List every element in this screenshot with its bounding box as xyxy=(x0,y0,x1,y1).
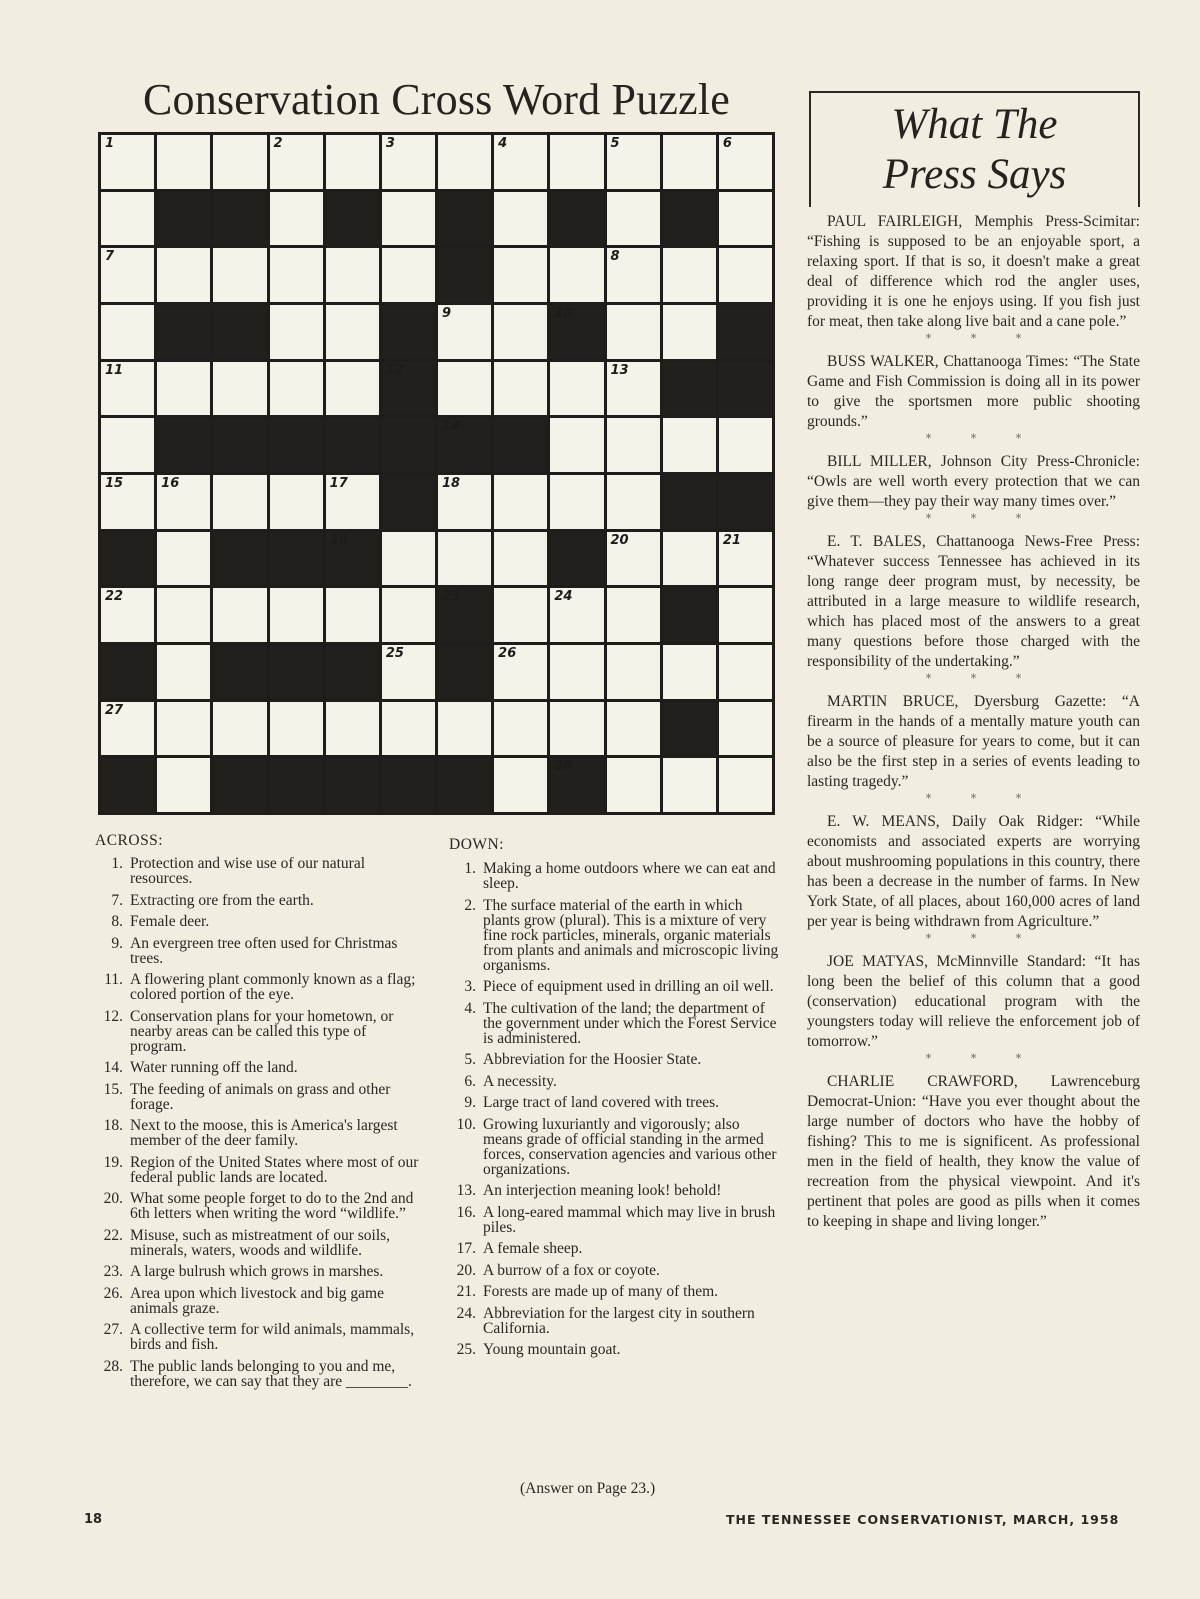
across-clue xyxy=(93,1060,423,1075)
grid-cell[interactable] xyxy=(494,588,547,642)
grid-cell-black xyxy=(550,532,603,586)
grid-cell-black xyxy=(438,248,491,302)
grid-cell[interactable] xyxy=(607,475,660,529)
clue-text: Young mountain goat. xyxy=(483,1341,621,1358)
answer-note: (Answer on Page 23.) xyxy=(520,1480,656,1497)
across-clue-list xyxy=(93,856,423,1395)
grid-cell-black xyxy=(663,475,716,529)
grid-cell[interactable] xyxy=(157,475,210,529)
across-clue xyxy=(93,1264,423,1279)
quote-separator: * * * xyxy=(925,432,1040,445)
down-clue xyxy=(446,1241,781,1256)
clue-text: Forests are made up of many of them. xyxy=(483,1283,719,1300)
grid-cell-black xyxy=(663,588,716,642)
clue-number: 1. xyxy=(464,860,476,877)
grid-cell[interactable] xyxy=(607,758,660,812)
press-quotes xyxy=(807,212,1140,1232)
down-clue xyxy=(446,861,781,891)
grid-cell-number: 15 xyxy=(105,476,124,491)
grid-cell-black xyxy=(550,192,603,246)
grid-cell-black xyxy=(438,588,491,642)
press-quote: CHARLIE CRAWFORD, Lawrenceburg Democrat-Union: “Have you ever thought about the large number of doctors who have the hobby of fishing? This to me is significent. As professional men in the field of health, they know the value of recreation from the physical viewpoint. And it's pertinent that poles are good as pills when it comes to keeping in shape and living longer.” xyxy=(807,1073,1140,1230)
clue-text: Extracting ore from the earth. xyxy=(130,891,314,909)
grid-cell[interactable] xyxy=(607,248,660,302)
grid-cell-black xyxy=(101,532,154,586)
clue-number: 20. xyxy=(103,1190,123,1207)
across-clue xyxy=(93,936,423,966)
grid-cell-black xyxy=(270,645,323,699)
clue-number: 20. xyxy=(456,1261,476,1279)
grid-cell[interactable] xyxy=(550,362,603,416)
grid-cell-black xyxy=(382,418,435,472)
clue-text: Area upon which livestock and big game animals graze. xyxy=(130,1284,384,1317)
across-clue xyxy=(93,1155,423,1185)
press-quote: JOE MATYAS, McMinnville Standard: “It has long been the belief of this column that a good (conservation) educational program with the youngsters today will relieve the enforcement job of tomorrow.” xyxy=(807,953,1140,1050)
grid-cell-number: 24 xyxy=(554,589,573,605)
grid-cell[interactable] xyxy=(438,702,491,756)
clue-text: Piece of equipment used in drilling an oil well. xyxy=(483,978,774,995)
grid-cell-black xyxy=(382,475,435,529)
grid-cell[interactable] xyxy=(607,192,660,246)
grid-cell-number: 3 xyxy=(385,136,395,151)
grid-cell-number: 23 xyxy=(442,589,461,605)
down-clue xyxy=(446,898,781,973)
down-clue xyxy=(446,1342,781,1357)
grid-cell[interactable] xyxy=(270,135,323,189)
clue-number: 23. xyxy=(103,1263,123,1280)
grid-cell[interactable] xyxy=(494,532,547,586)
grid-cell[interactable] xyxy=(438,305,491,359)
down-clue xyxy=(446,1205,781,1235)
grid-cell[interactable] xyxy=(494,248,547,302)
clue-number: 28. xyxy=(103,1357,123,1375)
grid-cell[interactable] xyxy=(494,645,547,699)
grid-cell[interactable] xyxy=(101,588,154,642)
grid-cell[interactable] xyxy=(101,248,154,302)
grid-cell[interactable] xyxy=(550,135,603,189)
grid-cell[interactable] xyxy=(326,588,379,642)
grid-cell-number: 8 xyxy=(610,249,620,265)
grid-cell-number: 9 xyxy=(442,306,452,321)
grid-cell[interactable] xyxy=(270,702,323,756)
grid-cell[interactable] xyxy=(550,475,603,529)
grid-cell[interactable] xyxy=(101,418,154,472)
grid-cell-number: 16 xyxy=(161,476,180,491)
clue-number: 6. xyxy=(464,1072,476,1090)
clue-number: 22. xyxy=(103,1226,123,1244)
grid-cell[interactable] xyxy=(382,588,435,642)
grid-cell-number: 7 xyxy=(105,249,115,265)
clue-text: Water running off the land. xyxy=(130,1059,298,1076)
grid-cell-black xyxy=(157,305,210,359)
grid-cell-black xyxy=(382,362,435,416)
grid-cell[interactable] xyxy=(719,758,772,812)
grid-cell-black xyxy=(101,645,154,699)
across-clue xyxy=(93,1118,423,1148)
grid-cell[interactable] xyxy=(270,588,323,642)
grid-cell[interactable] xyxy=(157,135,210,189)
clue-text: An evergreen tree often used for Christmas trees. xyxy=(130,934,398,967)
grid-cell[interactable] xyxy=(494,135,547,189)
clue-number: 17. xyxy=(456,1240,476,1257)
grid-cell-black xyxy=(270,532,323,586)
grid-cell[interactable] xyxy=(719,248,772,302)
grid-cell[interactable] xyxy=(326,475,379,529)
clue-number: 14. xyxy=(103,1059,123,1076)
grid-cell[interactable] xyxy=(157,532,210,586)
grid-cell[interactable] xyxy=(101,305,154,359)
clue-text: Growing luxuriantly and vigorously; also means grade of official standing in the armed forces, conservation agencies and various other organizations. xyxy=(483,1115,777,1178)
grid-cell-number: 27 xyxy=(105,702,124,718)
grid-cell-black xyxy=(213,758,266,812)
across-clue xyxy=(93,1009,423,1054)
grid-cell[interactable] xyxy=(382,248,435,302)
grid-cell[interactable] xyxy=(663,758,716,812)
grid-cell-black xyxy=(213,532,266,586)
down-clue xyxy=(446,1052,781,1067)
grid-cell[interactable] xyxy=(607,418,660,472)
grid-cell[interactable] xyxy=(550,588,603,642)
grid-cell-black xyxy=(157,192,210,246)
clue-text: Abbreviation for the largest city in southern California. xyxy=(483,1304,755,1337)
grid-cell-black xyxy=(438,418,491,472)
clue-text: Abbreviation for the Hoosier State. xyxy=(483,1051,702,1068)
grid-cell[interactable] xyxy=(326,702,379,756)
grid-cell-number: 12 xyxy=(385,362,404,378)
across-clue xyxy=(93,1286,423,1316)
press-quote: MARTIN BRUCE, Dyersburg Gazette: “A firearm in the hands of a mentally mature youth can be a source of pleasure for years to come, but it can also be the first step in a series of events leading to lasting tragedy.” xyxy=(807,693,1140,790)
clue-number: 26. xyxy=(103,1284,123,1302)
grid-cell-number: 5 xyxy=(610,136,620,151)
grid-cell[interactable] xyxy=(213,362,266,416)
down-clue xyxy=(446,1074,781,1089)
grid-cell-black xyxy=(550,305,603,359)
grid-cell-black xyxy=(101,758,154,812)
press-quote: E. W. MEANS, Daily Oak Ridger: “While economists and associated experts are worrying about mushrooming populations in this country, there has been a decrease in the number of farms. In New York State, of all places, about 160,000 acres of land per year is being withdrawn from Agriculture.” xyxy=(807,813,1140,930)
grid-cell-black xyxy=(326,418,379,472)
clue-number: 12. xyxy=(103,1007,123,1025)
clue-text: A long-eared mammal which may live in brush piles. xyxy=(483,1203,776,1236)
grid-cell-black xyxy=(438,192,491,246)
grid-cell[interactable] xyxy=(438,362,491,416)
grid-cell[interactable] xyxy=(550,248,603,302)
grid-cell-black xyxy=(157,418,210,472)
grid-cell-black xyxy=(213,192,266,246)
grid-cell[interactable] xyxy=(270,362,323,416)
clue-text: The feeding of animals on grass and other forage. xyxy=(130,1080,391,1113)
down-clue xyxy=(446,1306,781,1336)
grid-cell[interactable] xyxy=(663,532,716,586)
grid-cell[interactable] xyxy=(270,475,323,529)
grid-cell[interactable] xyxy=(663,135,716,189)
grid-cell-black xyxy=(663,702,716,756)
grid-cell-black xyxy=(270,418,323,472)
grid-cell[interactable] xyxy=(494,758,547,812)
down-clue xyxy=(446,979,781,994)
clue-number: 7. xyxy=(111,891,123,909)
clue-number: 16. xyxy=(456,1203,476,1221)
clue-text: Making a home outdoors where we can eat and sleep. xyxy=(483,860,776,892)
quote-separator: * * * xyxy=(925,792,1040,805)
clue-text: A collective term for wild animals, mammals, birds and fish. xyxy=(130,1321,415,1353)
grid-cell[interactable] xyxy=(719,588,772,642)
across-clue xyxy=(93,914,423,929)
clue-number: 21. xyxy=(456,1283,476,1300)
clue-text: Large tract of land covered with trees. xyxy=(483,1094,719,1111)
grid-cell[interactable] xyxy=(719,192,772,246)
clue-text: A necessity. xyxy=(483,1072,557,1090)
grid-cell[interactable] xyxy=(157,248,210,302)
across-clue xyxy=(93,1322,423,1352)
clue-text: Conservation plans for your hometown, or nearby areas can be called this type of program. xyxy=(130,1007,394,1055)
clue-text: The surface material of the earth in which plants grow (plural). This is a mixture of very fine rock particles, minerals, organic materials from plants and animals and microscopic living organisms. xyxy=(483,896,779,974)
grid-cell[interactable] xyxy=(719,418,772,472)
page-number: 18 xyxy=(84,1512,103,1527)
grid-cell-number: 6 xyxy=(722,136,732,151)
grid-cell[interactable] xyxy=(438,532,491,586)
clue-number: 25. xyxy=(456,1341,476,1358)
across-clue xyxy=(93,856,423,886)
grid-cell-black xyxy=(326,532,379,586)
grid-cell[interactable] xyxy=(101,475,154,529)
grid-cell[interactable] xyxy=(663,418,716,472)
grid-cell[interactable] xyxy=(607,588,660,642)
grid-cell-black xyxy=(550,758,603,812)
across-clue xyxy=(93,1191,423,1221)
grid-cell[interactable] xyxy=(607,305,660,359)
clue-text: The public lands belonging to you and me, therefore, we can say that they are ________. xyxy=(130,1357,412,1390)
clue-text: What some people forget to do to the 2nd and 6th letters when writing the word “wildlife.” xyxy=(130,1190,414,1222)
clue-text: Misuse, such as mistreatment of our soils, minerals, waters, woods and wildlife. xyxy=(130,1226,391,1259)
grid-cell[interactable] xyxy=(213,702,266,756)
quote-separator: * * * xyxy=(925,512,1040,525)
grid-cell[interactable] xyxy=(157,588,210,642)
grid-cell-number: 26 xyxy=(498,646,517,661)
grid-cell[interactable] xyxy=(326,248,379,302)
clue-text: The cultivation of the land; the department of the government under which the Forest Service is administered. xyxy=(483,999,777,1047)
clue-text: Protection and wise use of our natural resources. xyxy=(130,855,366,887)
grid-cell-black xyxy=(382,758,435,812)
grid-cell[interactable] xyxy=(382,645,435,699)
across-clue xyxy=(93,1082,423,1112)
clue-number: 10. xyxy=(456,1115,476,1133)
clue-number: 9. xyxy=(464,1094,476,1111)
grid-cell-black xyxy=(270,758,323,812)
grid-cell-number: 18 xyxy=(442,476,461,491)
down-clue-list xyxy=(446,861,781,1364)
grid-cell[interactable] xyxy=(382,192,435,246)
grid-cell-number: 22 xyxy=(105,589,124,605)
grid-cell[interactable] xyxy=(157,702,210,756)
clue-number: 8. xyxy=(111,913,123,930)
grid-cell-black xyxy=(438,758,491,812)
grid-cell[interactable] xyxy=(719,135,772,189)
clue-number: 1. xyxy=(111,855,123,872)
grid-cell[interactable] xyxy=(270,192,323,246)
grid-cell[interactable] xyxy=(326,305,379,359)
grid-cell[interactable] xyxy=(157,645,210,699)
clue-number: 13. xyxy=(456,1182,476,1199)
grid-cell-black xyxy=(663,192,716,246)
across-heading: ACROSS: xyxy=(95,832,164,849)
grid-cell[interactable] xyxy=(550,645,603,699)
across-clue xyxy=(93,1359,423,1389)
grid-cell[interactable] xyxy=(550,702,603,756)
grid-cell-black xyxy=(494,418,547,472)
clue-number: 5. xyxy=(464,1051,476,1068)
clue-number: 3. xyxy=(464,978,476,995)
clue-number: 27. xyxy=(103,1321,123,1338)
grid-cell[interactable] xyxy=(607,702,660,756)
across-clue xyxy=(93,893,423,908)
clue-number: 19. xyxy=(103,1153,123,1171)
grid-cell[interactable] xyxy=(663,305,716,359)
grid-cell[interactable] xyxy=(438,135,491,189)
quote-separator: * * * xyxy=(925,672,1040,685)
grid-cell[interactable] xyxy=(270,305,323,359)
clue-text: Next to the moose, this is America's largest member of the deer family. xyxy=(130,1117,398,1149)
grid-cell-number: 25 xyxy=(385,646,404,661)
press-quote: BUSS WALKER, Chattanooga Times: “The State Game and Fish Commission is doing all in its power to give the sportsmen more public shooting grounds.” xyxy=(807,353,1140,430)
grid-cell-black xyxy=(213,418,266,472)
grid-cell[interactable] xyxy=(663,645,716,699)
clue-text: A burrow of a fox or coyote. xyxy=(483,1261,660,1279)
grid-cell-number: 21 xyxy=(722,532,741,548)
grid-cell[interactable] xyxy=(494,305,547,359)
grid-cell[interactable] xyxy=(157,758,210,812)
across-clue xyxy=(93,972,423,1002)
grid-cell-number: 4 xyxy=(498,136,508,151)
grid-cell[interactable] xyxy=(494,192,547,246)
grid-cell[interactable] xyxy=(719,645,772,699)
grid-cell-number: 1 xyxy=(105,136,115,151)
down-clue xyxy=(446,1117,781,1177)
down-clue xyxy=(446,1263,781,1278)
press-title xyxy=(809,100,1140,200)
clue-number: 24. xyxy=(456,1304,476,1322)
grid-cell[interactable] xyxy=(607,135,660,189)
grid-cell[interactable] xyxy=(550,418,603,472)
grid-cell[interactable] xyxy=(494,475,547,529)
grid-cell-number: 13 xyxy=(610,362,629,378)
press-title-line2: Press Says xyxy=(882,151,1067,198)
quote-separator: * * * xyxy=(925,932,1040,945)
grid-cell-number: 20 xyxy=(610,532,629,548)
grid-cell-number: 11 xyxy=(105,362,124,378)
grid-cell-black xyxy=(719,305,772,359)
grid-cell-number: 2 xyxy=(273,136,283,151)
clue-number: 11. xyxy=(104,971,123,988)
clue-text: Region of the United States where most of our federal public lands are located. xyxy=(130,1153,419,1186)
grid-cell-number: 14 xyxy=(442,419,461,435)
grid-cell-number: 19 xyxy=(329,532,348,548)
grid-cell[interactable] xyxy=(326,362,379,416)
across-clue xyxy=(93,1228,423,1258)
grid-cell[interactable] xyxy=(101,362,154,416)
grid-cell[interactable] xyxy=(382,135,435,189)
clue-number: 4. xyxy=(464,999,476,1017)
quote-separator: * * * xyxy=(925,1052,1040,1065)
grid-cell[interactable] xyxy=(326,135,379,189)
grid-cell[interactable] xyxy=(494,362,547,416)
grid-cell[interactable] xyxy=(101,135,154,189)
grid-cell[interactable] xyxy=(382,702,435,756)
press-quote: BILL MILLER, Johnson City Press-Chronicle: “Owls are well worth every protection that we can give them—they pay their way many times over.” xyxy=(807,453,1140,510)
grid-cell[interactable] xyxy=(382,532,435,586)
down-clue xyxy=(446,1183,781,1198)
clue-number: 15. xyxy=(103,1080,123,1098)
clue-text: A flowering plant commonly known as a flag; colored portion of the eye. xyxy=(130,971,416,1003)
down-clue xyxy=(446,1001,781,1046)
grid-cell[interactable] xyxy=(213,475,266,529)
quote-separator: * * * xyxy=(925,332,1040,345)
grid-cell[interactable] xyxy=(607,362,660,416)
grid-cell-number: 17 xyxy=(329,476,348,491)
grid-cell[interactable] xyxy=(607,532,660,586)
grid-cell-black xyxy=(663,362,716,416)
grid-cell-number: 28 xyxy=(554,759,573,775)
grid-cell-black xyxy=(213,645,266,699)
grid-cell[interactable] xyxy=(663,248,716,302)
clue-number: 9. xyxy=(111,934,123,952)
grid-cell[interactable] xyxy=(213,135,266,189)
crossword-grid xyxy=(98,132,775,815)
grid-cell[interactable] xyxy=(213,588,266,642)
clue-number: 18. xyxy=(103,1117,123,1134)
grid-cell-black xyxy=(326,758,379,812)
grid-cell-black xyxy=(382,305,435,359)
grid-cell-number: 10 xyxy=(554,306,573,321)
puzzle-title: Conservation Cross Word Puzzle xyxy=(143,75,731,124)
clue-text: A large bulrush which grows in marshes. xyxy=(130,1263,384,1280)
press-quote: E. T. BALES, Chattanooga News-Free Press: “Whatever success Tennessee has achieved in its long range deer program must, by necessity, be attributed in a large measure to wildlife research, which has placed most of the answers to a great many questions before those charged with the responsibility of the undertaking.” xyxy=(807,533,1140,670)
grid-cell[interactable] xyxy=(101,192,154,246)
grid-cell-black xyxy=(719,362,772,416)
down-clue xyxy=(446,1095,781,1110)
grid-cell-black xyxy=(213,305,266,359)
clue-number: 2. xyxy=(464,896,476,914)
grid-cell[interactable] xyxy=(607,645,660,699)
grid-cell[interactable] xyxy=(270,248,323,302)
grid-cell[interactable] xyxy=(101,702,154,756)
grid-cell-black xyxy=(719,475,772,529)
clue-text: A female sheep. xyxy=(483,1240,583,1257)
grid-cell[interactable] xyxy=(719,702,772,756)
grid-cell[interactable] xyxy=(213,248,266,302)
down-clue xyxy=(446,1284,781,1299)
grid-cell[interactable] xyxy=(719,532,772,586)
grid-cell-black xyxy=(326,192,379,246)
press-title-line1: What The xyxy=(891,101,1058,148)
grid-cell-black xyxy=(438,645,491,699)
clue-text: Female deer. xyxy=(130,913,210,930)
grid-cell[interactable] xyxy=(157,362,210,416)
grid-cell-black xyxy=(326,645,379,699)
grid-cell[interactable] xyxy=(494,702,547,756)
clue-text: An interjection meaning look! behold! xyxy=(483,1182,722,1199)
down-heading: DOWN: xyxy=(449,836,505,853)
publication-footer: THE TENNESSEE CONSERVATIONIST, MARCH, 1958 xyxy=(726,1512,1120,1527)
press-quote: PAUL FAIRLEIGH, Memphis Press-Scimitar: “Fishing is supposed to be an enjoyable sport, a relaxing sport. If that is so, it doesn't make a great deal of difference which rod the angler uses, providing it is one he enjoys using. If you fish just for meat, then take along live bait and a cane pole.” xyxy=(807,213,1140,330)
grid-cell[interactable] xyxy=(438,475,491,529)
